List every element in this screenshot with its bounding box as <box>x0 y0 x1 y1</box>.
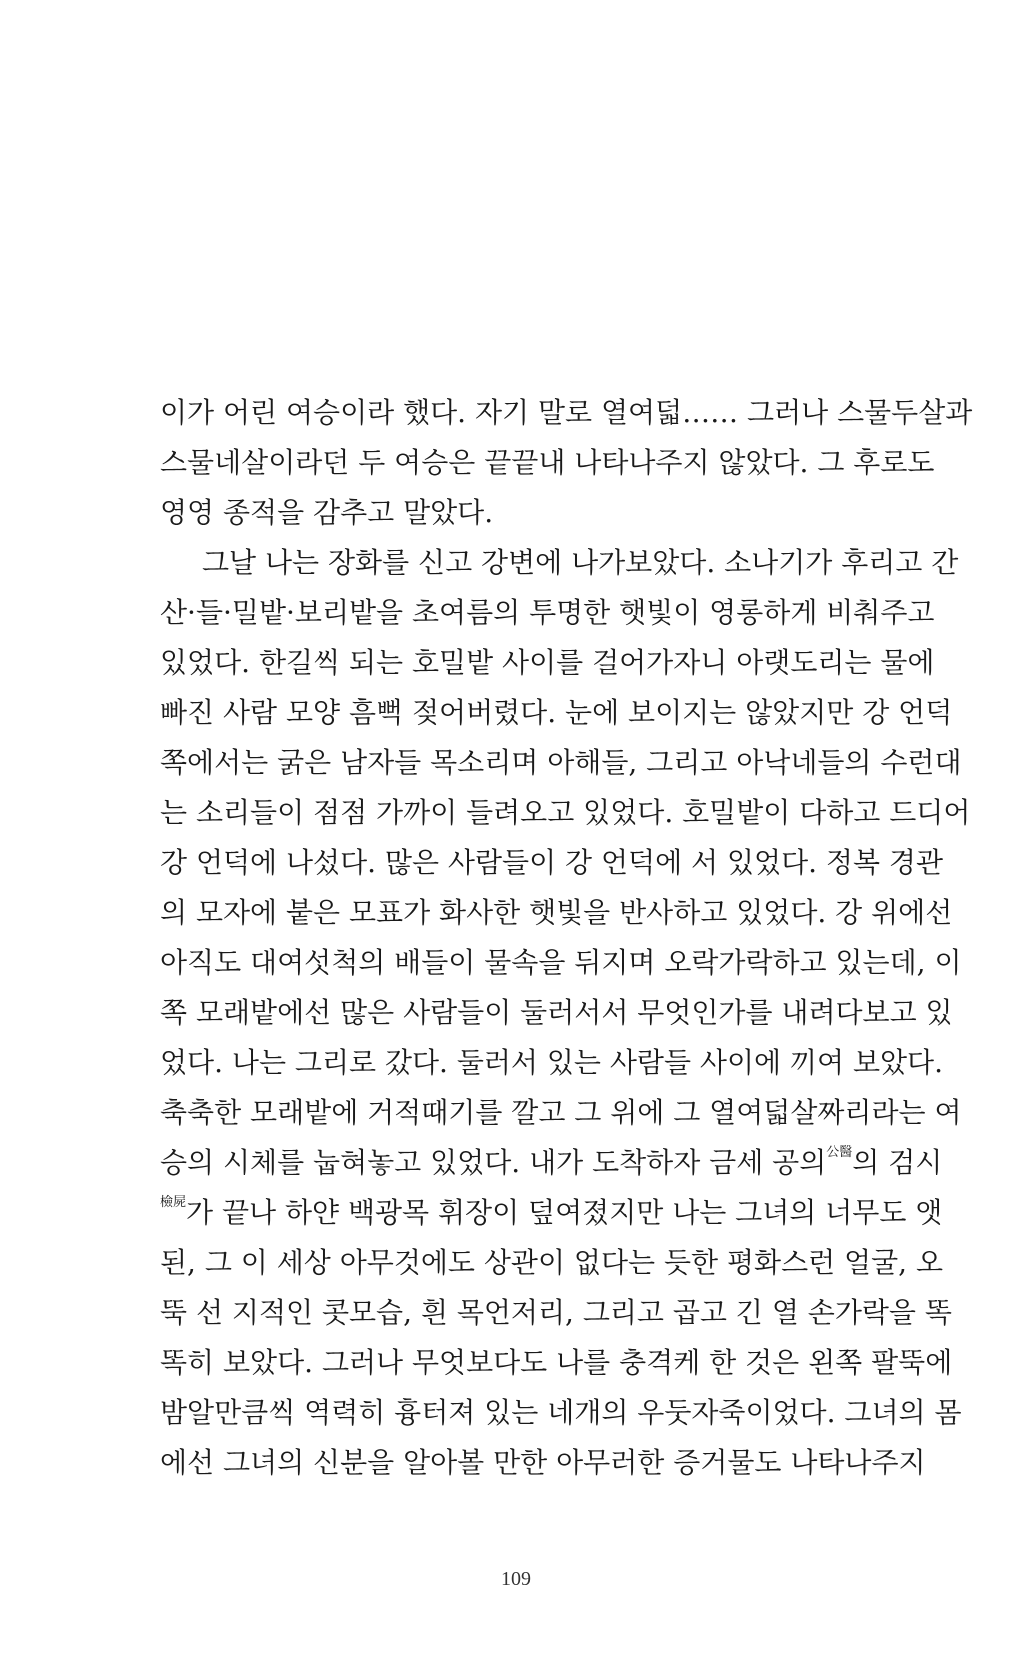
hanja-annotation: 公醫 <box>826 1145 853 1160</box>
text-line: 었다. 나는 그리로 갔다. 둘러서 있는 사람들 사이에 끼여 보았다. <box>160 1046 944 1079</box>
text-line: 된, 그 이 세상 아무것에도 상관이 없다는 듯한 평화스런 얼굴, 오 <box>160 1246 944 1279</box>
line-text-after: 가 끝나 하얀 백광목 휘장이 덮여졌지만 나는 그녀의 너무도 앳 <box>186 1196 943 1229</box>
text-line: 영영 종적을 감추고 말았다. <box>160 496 494 529</box>
body-text <box>160 388 973 1488</box>
page-number: 109 <box>501 1568 531 1590</box>
text-line: 는 소리들이 점점 가까이 들려오고 있었다. 호밀밭이 다하고 드디어 <box>160 796 971 829</box>
text-line: 아직도 대여섯척의 배들이 물속을 뒤지며 오락가락하고 있는데, 이 <box>160 946 962 979</box>
text-line: 쪽에서는 굵은 남자들 목소리며 아해들, 그리고 아낙네들의 수런대 <box>160 746 962 779</box>
hanja-annotation: 檢屍 <box>160 1195 187 1210</box>
text-line: 에선 그녀의 신분을 알아볼 만한 아무러한 증거물도 나타나주지 <box>160 1446 926 1479</box>
text-line: 이가 어린 여승이라 했다. 자기 말로 열여덟…… 그러나 스물두살과 <box>160 396 973 429</box>
text-line: 밤알만큼씩 역력히 흉터져 있는 네개의 우둣자죽이었다. 그녀의 몸 <box>160 1396 962 1429</box>
text-line: 쪽 모래밭에선 많은 사람들이 둘러서서 무엇인가를 내려다보고 있 <box>160 996 953 1029</box>
text-line: 빠진 사람 모양 흠뻑 젖어버렸다. 눈에 보이지는 않았지만 강 언덕 <box>160 696 953 729</box>
text-line: 그날 나는 장화를 신고 강변에 나가보았다. 소나기가 후리고 간 <box>202 546 959 579</box>
text-line: 있었다. 한길씩 되는 호밀밭 사이를 걸어가자니 아랫도리는 물에 <box>160 646 935 679</box>
text-line-with-annotation <box>160 1138 943 1188</box>
line-text-before: 승의 시체를 눕혀놓고 있었다. 내가 도착하자 금세 공의 <box>160 1146 827 1179</box>
text-line-with-annotation <box>160 1188 943 1238</box>
text-line: 스물네살이라던 두 여승은 끝끝내 나타나주지 않았다. 그 후로도 <box>160 446 935 479</box>
text-line: 산·들·밀밭·보리밭을 초여름의 투명한 햇빛이 영롱하게 비춰주고 <box>160 596 935 629</box>
text-line: 뚝 선 지적인 콧모습, 흰 목언저리, 그리고 곱고 긴 열 손가락을 똑 <box>160 1296 952 1329</box>
text-line: 의 모자에 붙은 모표가 화사한 햇빛을 반사하고 있었다. 강 위에선 <box>160 896 953 929</box>
text-line: 축축한 모래밭에 거적때기를 깔고 그 위에 그 열여덟살짜리라는 여 <box>160 1096 962 1129</box>
text-line: 똑히 보았다. 그러나 무엇보다도 나를 충격케 한 것은 왼쪽 팔뚝에 <box>160 1346 953 1379</box>
text-line: 강 언덕에 나섰다. 많은 사람들이 강 언덕에 서 있었다. 정복 경관 <box>160 846 944 879</box>
line-text-after: 의 검시 <box>852 1146 943 1179</box>
